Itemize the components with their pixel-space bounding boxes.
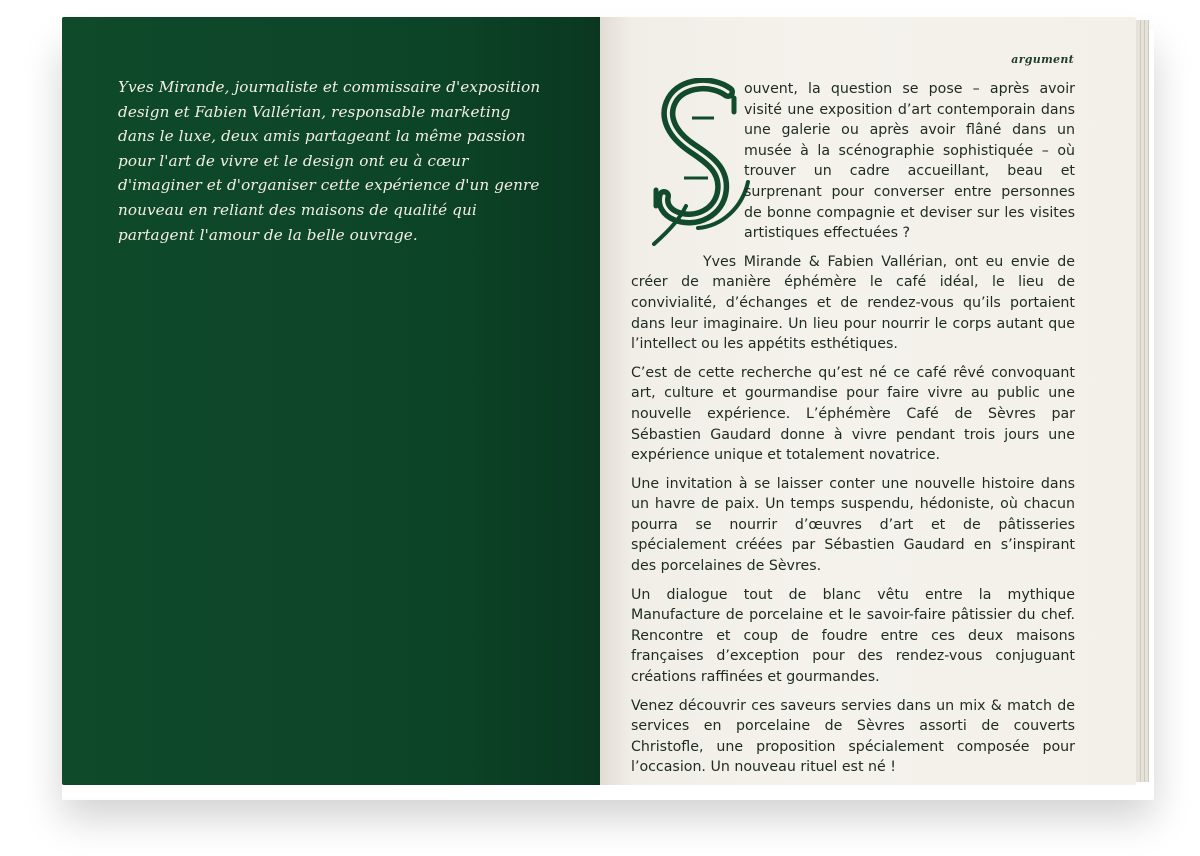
body-text	[631, 79, 1075, 785]
running-head: argument	[1011, 53, 1074, 66]
paragraph: Un dialogue tout de blanc vêtu entre la mythique Manufacture de porcelaine et le savoir-faire pâtissier du chef. Rencontre et coup de foudre entre ces deux maisons françaises d’exception pour des rendez-vous conjuguant créations raffinées et gourmandes.	[631, 586, 1075, 686]
left-intro-text: Yves Mirande, journaliste et commissaire d'exposition design et Fabien Vallérian, responsable marketing dans le luxe, deux amis partageant la même passion pour l'art de vivre et le design ont eu à cœur d'imaginer et d'organiser cette expérience d'un genre nouveau en reliant des maisons de qualité qui partagent l'amour de la belle ouvrage.	[118, 78, 541, 244]
paragraph: C’est de cette recherche qu’est né ce café rêvé convoquant art, culture et gourmandise pour faire vivre au public une nouvelle expérience. L’éphémère Café de Sèvres par Sébastien Gaudard donne à vivre pendant trois jours une expérience unique et totalement novatrice.	[631, 364, 1075, 464]
paragraph: Venez découvrir ces saveurs servies dans un mix & match de services en porcelaine de Sèvres assorti de couverts Christofle, une proposition spécialement composée pour l’occasion. Un nouveau rituel est né !	[631, 697, 1075, 776]
paragraph: Yves Mirande & Fabien Vallérian, ont eu envie de créer de manière éphémère le café idéal, le lieu de convivialité, d’échanges et de rendez-vous qu’ils portaient dans leur imaginaire. Un lieu pour nourrir le corps autant que l’intellect ou les appétits esthétiques.	[631, 253, 1075, 353]
right-page	[600, 17, 1136, 785]
page-edge	[1136, 20, 1141, 782]
paragraph: ouvent, la question se pose – après avoir visité une exposition d’art contemporain dans une galerie ou après avoir flâné dans un musée à la scénographie sophistiquée – où trouver un cadre accueillant, beau et surprenant pour converser entre personnes de bonne compagnie et deviser sur les visites artistiques effectuées ?	[744, 81, 1075, 242]
paragraph: Une invitation à se laisser conter une nouvelle histoire dans un havre de paix. Un temps suspendu, hédoniste, où chacun pourra se nourrir d’œuvres d’art et de pâtisseries spécialement créées par Sébastien Gaudard en s’inspirant des porcelaines de Sèvres.	[631, 475, 1075, 575]
left-page	[62, 17, 600, 785]
